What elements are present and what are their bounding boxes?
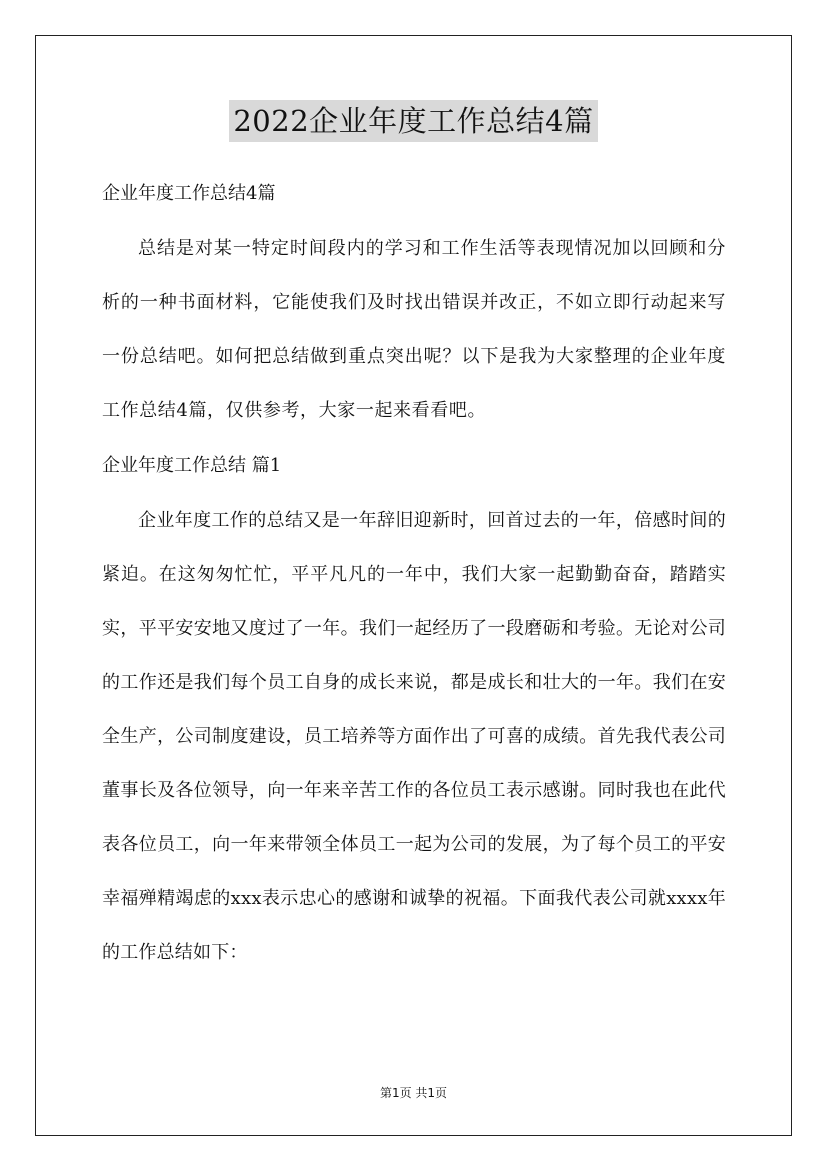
- title-wrap: [0, 100, 827, 142]
- section-paragraph: 企业年度工作的总结又是一年辞旧迎新时，回首过去的一年，倍感时间的紧迫。在这匆匆忙忙，平平凡凡的一年中，我们大家一起勤勤奋奋，踏踏实实，平平安安地又度过了一年。我们一起经历了一段磨砺和考验。无论对公司的工作还是我们每个员工自身的成长来说，都是成长和壮大的一年。我们在安全生产，公司制度建设，员工培养等方面作出了可喜的成绩。首先我代表公司董事长及各位领导，向一年来辛苦工作的各位员工表示感谢。同时我也在此代表各位员工，向一年来带领全体员工一起为公司的发展，为了每个员工的平安幸福殚精竭虑的xxx表示忠心的感谢和诚挚的祝福。下面我代表公司就xxxx年的工作总结如下：: [102, 510, 726, 963]
- document-subtitle: 企业年度工作总结4篇: [102, 183, 276, 204]
- section-heading: 企业年度工作总结 篇1: [102, 455, 282, 476]
- document-title: 2022企业年度工作总结4篇: [229, 100, 597, 142]
- intro-paragraph: 总结是对某一特定时间段内的学习和工作生活等表现情况加以回顾和分析的一种书面材料，它能使我们及时找出错误并改正，不如立即行动起来写一份总结吧。如何把总结做到重点突出呢？以下是我为大家整理的企业年度工作总结4篇，仅供参考，大家一起来看看吧。: [102, 238, 726, 421]
- page-footer: 第1页 共1页: [379, 1086, 448, 1100]
- document-body: [102, 166, 726, 980]
